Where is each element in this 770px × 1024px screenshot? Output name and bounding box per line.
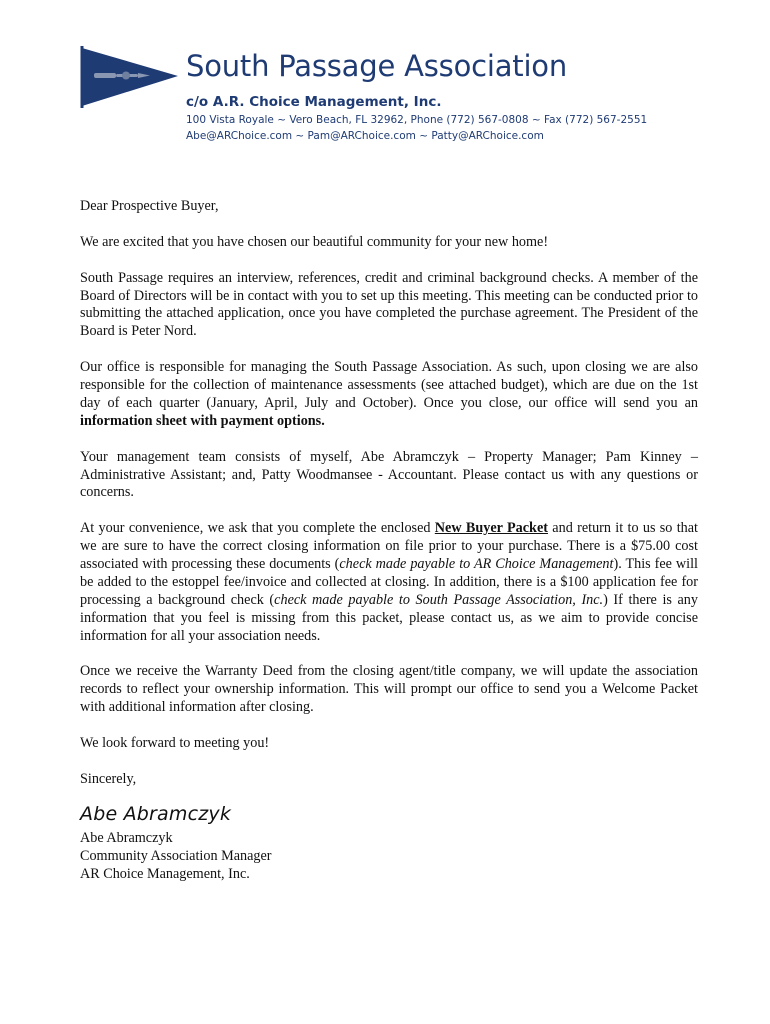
paragraph-interview: South Passage requires an interview, references, credit and criminal background checks. A member of the Board of Directors will be in contact with you to set up this meeting. This meeting can be conducted prior to submitting the attached application, once you have completed the purchase agreement. The President of the Board is Peter Nord.	[80, 269, 698, 340]
paragraph-office-text: Our office is responsible for managing the South Passage Association. As such, upon closing we are also responsible for the collection of maintenance assessments (see attached budget), which are due on the 1st day of each quarter (January, April, July and October). Once you close, our office will send you an	[80, 359, 698, 411]
signer-title: Community Association Manager	[80, 847, 272, 864]
salutation: Dear Prospective Buyer,	[80, 198, 219, 214]
signature-block	[80, 830, 272, 884]
contact-emails: Abe@ARChoice.com ~ Pam@ARChoice.com ~ Patty@ARChoice.com	[186, 130, 544, 142]
handwritten-signature: Abe Abramczyk	[80, 803, 232, 825]
packet-text-c: ). This fee will be added to the estoppel fee/invoice and collected at closing. In addition, there is a $100 application fee for processing a background check (	[80, 556, 698, 608]
paragraph-look-forward: We look forward to meeting you!	[80, 735, 270, 752]
management-subtitle: c/o A.R. Choice Management, Inc.	[186, 94, 442, 110]
paragraph-welcome: We are excited that you have chosen our beautiful community for your new home!	[80, 233, 549, 250]
new-buyer-packet-emphasis: New Buyer Packet	[434, 520, 548, 537]
paragraph-office	[80, 359, 698, 431]
payable-ar-choice: check made payable to AR Choice Management	[339, 556, 614, 573]
contact-address: 100 Vista Royale ~ Vero Beach, FL 32962, Phone (772) 567-0808 ~ Fax (772) 567-2551	[186, 114, 648, 126]
paragraph-packet	[80, 520, 698, 645]
payable-south-passage: check made payable to South Passage Association, Inc.	[274, 591, 604, 608]
association-title: South Passage Association	[186, 49, 568, 83]
paragraph-team: Your management team consists of myself, Abe Abramczyk – Property Manager; Pam Kinney – Administrative Assistant; and, Patty Woodmansee - Accountant. Please contact us with any questions or concerns.	[80, 448, 698, 501]
packet-text-d: ) If there is any information that you feel is missing from this packet, please contact us, as we aim to provide concise information for all your association needs.	[80, 591, 698, 644]
pennant-flag-icon	[80, 46, 180, 108]
paragraph-warranty-deed: Once we receive the Warranty Deed from the closing agent/title company, we will update the association records to reflect your ownership information. This will prompt our office to send you a Welcome Packet with additional information after closing.	[80, 663, 698, 716]
packet-text-a: At your convenience, we ask that you complete the enclosed	[80, 520, 435, 537]
packet-text-b: and return it to us so that we are sure to have the correct closing information on file prior to your purchase. There is a $75.00 cost associated with processing these documents (	[80, 520, 698, 573]
letter-body	[80, 198, 698, 807]
signer-company: AR Choice Management, Inc.	[80, 865, 250, 882]
information-sheet-emphasis: information sheet with payment options.	[80, 412, 325, 429]
closing: Sincerely,	[80, 770, 137, 787]
signer-name: Abe Abramczyk	[80, 830, 173, 846]
